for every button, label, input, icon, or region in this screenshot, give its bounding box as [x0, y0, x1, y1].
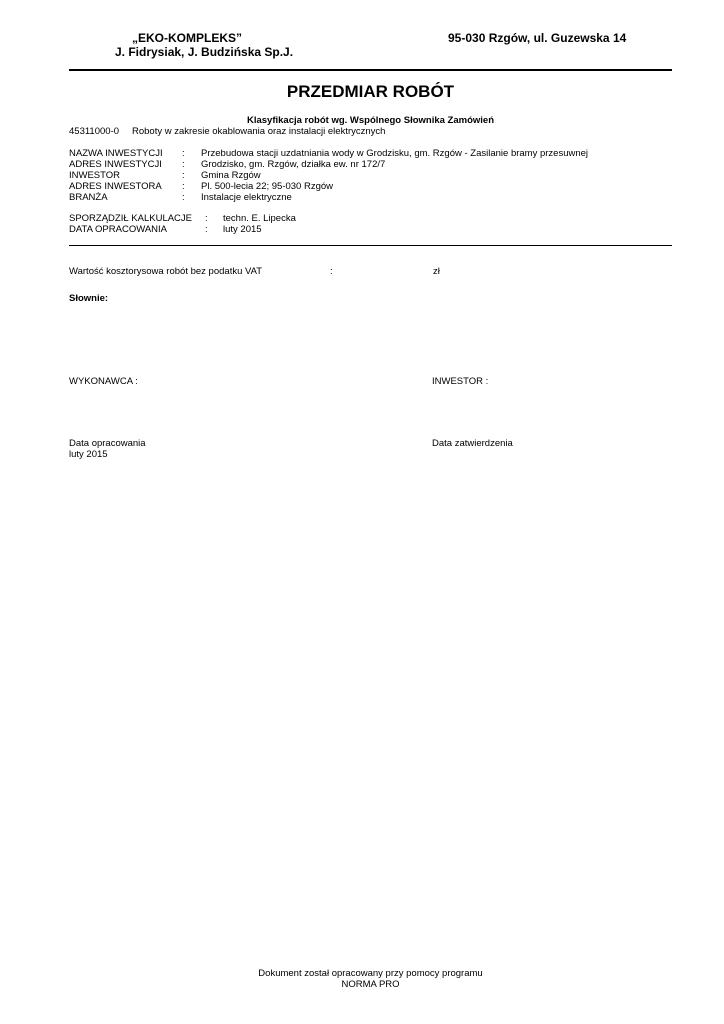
field-separator: : [182, 192, 185, 203]
field-label: ADRES INWESTYCJI [69, 159, 162, 170]
field-label: BRANŻA [69, 192, 108, 203]
field-label: ADRES INWESTORA [69, 181, 162, 192]
company-owners: J. Fidrysiak, J. Budzińska Sp.J. [115, 45, 294, 59]
field-value: Grodzisko, gm. Rzgów, działka ew. nr 172/7 [201, 159, 386, 170]
cost-label: Wartość kosztorysowa robót bez podatku VAT [69, 266, 263, 277]
field-label: INWESTOR [69, 170, 121, 181]
classification-heading: Klasyfikacja robót wg. Wspólnego Słownika Zamówień [246, 115, 495, 126]
classification-description: Roboty w zakresie okablowania oraz instalacji elektrycznych [132, 126, 386, 137]
field-value: Przebudowa stacji uzdatniania wody w Grodzisku, gm. Rzgów - Zasilanie bramy przesuwnej [201, 148, 589, 159]
date-prepared-value: luty 2015 [69, 449, 108, 460]
investor-label: INWESTOR : [432, 376, 489, 387]
company-address: 95-030 Rzgów, ul. Guzewska 14 [448, 31, 627, 45]
cost-currency: zł [433, 266, 440, 277]
field-value: techn. E. Lipecka [223, 213, 296, 224]
field-value: Instalacje elektryczne [201, 192, 292, 203]
classification-code: 45311000-0 [69, 126, 120, 137]
field-separator: : [205, 213, 208, 224]
field-value: Gmina Rzgów [201, 170, 261, 181]
field-value: Pl. 500-lecia 22; 95-030 Rzgów [201, 181, 334, 192]
section-divider [69, 245, 672, 246]
field-value: luty 2015 [223, 224, 262, 235]
field-separator: : [182, 159, 185, 170]
field-separator: : [182, 181, 185, 192]
contractor-label: WYKONAWCA : [69, 376, 138, 387]
date-prepared-label: Data opracowania [69, 438, 146, 449]
footer-note: Dokument został opracowany przy pomocy programu [258, 968, 483, 979]
cost-separator: : [330, 266, 333, 277]
words-label: Słownie: [69, 293, 109, 304]
field-separator: : [182, 170, 185, 181]
header-divider [69, 69, 672, 71]
field-separator: : [182, 148, 185, 159]
page-title: PRZEDMIAR ROBÓT [286, 82, 455, 101]
company-name: „EKO-KOMPLEKS” [132, 31, 243, 45]
field-label: NAZWA INWESTYCJI [69, 148, 163, 159]
date-approved-label: Data zatwierdzenia [432, 438, 513, 449]
field-separator: : [205, 224, 208, 235]
footer-program: NORMA PRO [341, 979, 400, 990]
field-label: DATA OPRACOWANIA [69, 224, 168, 235]
field-label: SPORZĄDZIŁ KALKULACJE [69, 213, 193, 224]
